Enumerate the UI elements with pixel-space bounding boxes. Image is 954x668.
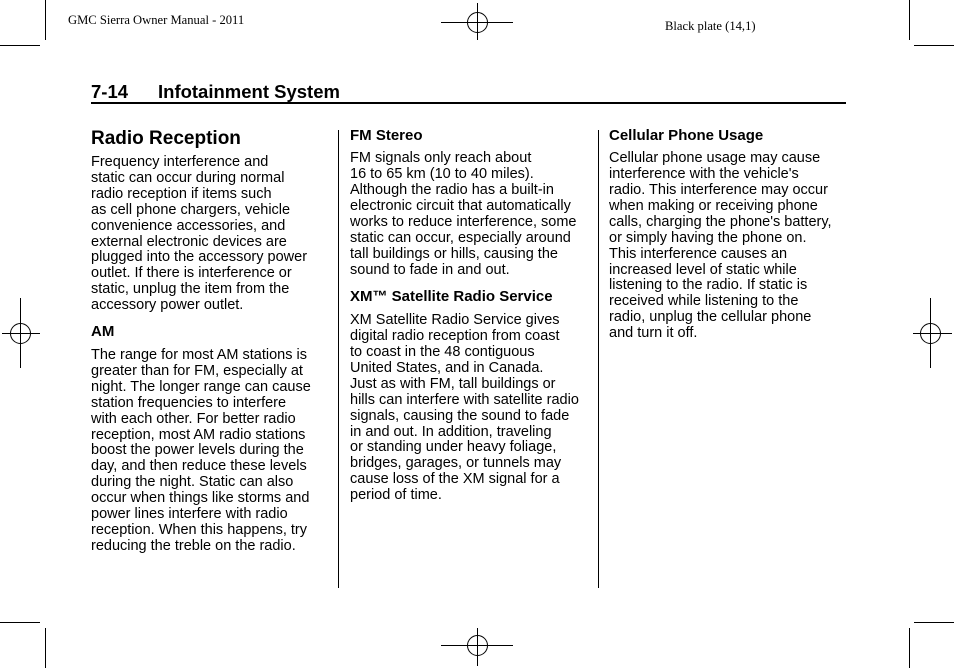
page-number: 7-14 [91,80,129,102]
body-fm-stereo: FM signals only reach about 16 to 65 km (10 to 40 miles). Although the radio has a built-in electronic circuit that automatically works to reduce interference, some static can occur, especially around tall buildings or hills, causing the sound to fade in and out. [350,150,577,278]
column-3 [609,0,849,668]
registration-circle [921,324,941,344]
heading-radio-reception: Radio Reception [91,127,241,149]
heading-cellular-phone-usage: Cellular Phone Usage [609,127,764,145]
chapter-title: Infotainment System [158,80,340,102]
registration-mark-right [913,298,952,368]
body-am: The range for most AM stations is greater than for FM, especially at night. The longer range can cause station frequencies to interfere with each other. For better radio reception, most AM radio stations boost the power levels during the day, and then reduce these levels during the night. Static can also occur when things like storms and power lines interfere with radio reception. When this happens, try reducing the treble on the radio. [91,347,311,554]
column-1 [91,0,331,668]
heading-am: AM [91,323,115,341]
column-divider-1 [338,130,339,588]
registration-circle [11,324,31,344]
heading-fm-stereo: FM Stereo [350,127,423,145]
body-xm-satellite-radio: XM Satellite Radio Service gives digital radio reception from coast to coast in the 48 contiguous United States, and in Canada. Just as with FM, tall buildings or hills can interfere with satellite radio signals, causing the sound to fade in and out. In addition, traveling or standing under heavy foliage, bridges, garages, or tunnels may cause loss of the XM signal for a period of time. [350,312,579,504]
print-mark-plate-info: Black plate (14,1) [665,19,756,33]
body-radio-reception: Frequency interference and static can occur during normal radio reception if items such as cell phone chargers, vehicle convenience accessories, and external electronic devices are plugged into the accessory power outlet. If there is interference or static, unplug the item from the accessory power outlet. [91,154,308,314]
column-2 [350,0,590,668]
body-cellular-phone-usage: Cellular phone usage may cause interference with the vehicle's radio. This interference may occur when making or receiving phone calls, charging the phone's battery, or simply having the phone on. This interference causes an increased level of static while listening to the radio. If static is received while listening to the radio, unplug the cellular phone and turn it off. [609,150,832,342]
registration-mark-left [2,298,40,368]
print-mark-manual-title: GMC Sierra Owner Manual - 2011 [68,13,245,27]
column-divider-2 [598,130,599,588]
heading-xm-satellite-radio: XM™ Satellite Radio Service [350,288,553,306]
